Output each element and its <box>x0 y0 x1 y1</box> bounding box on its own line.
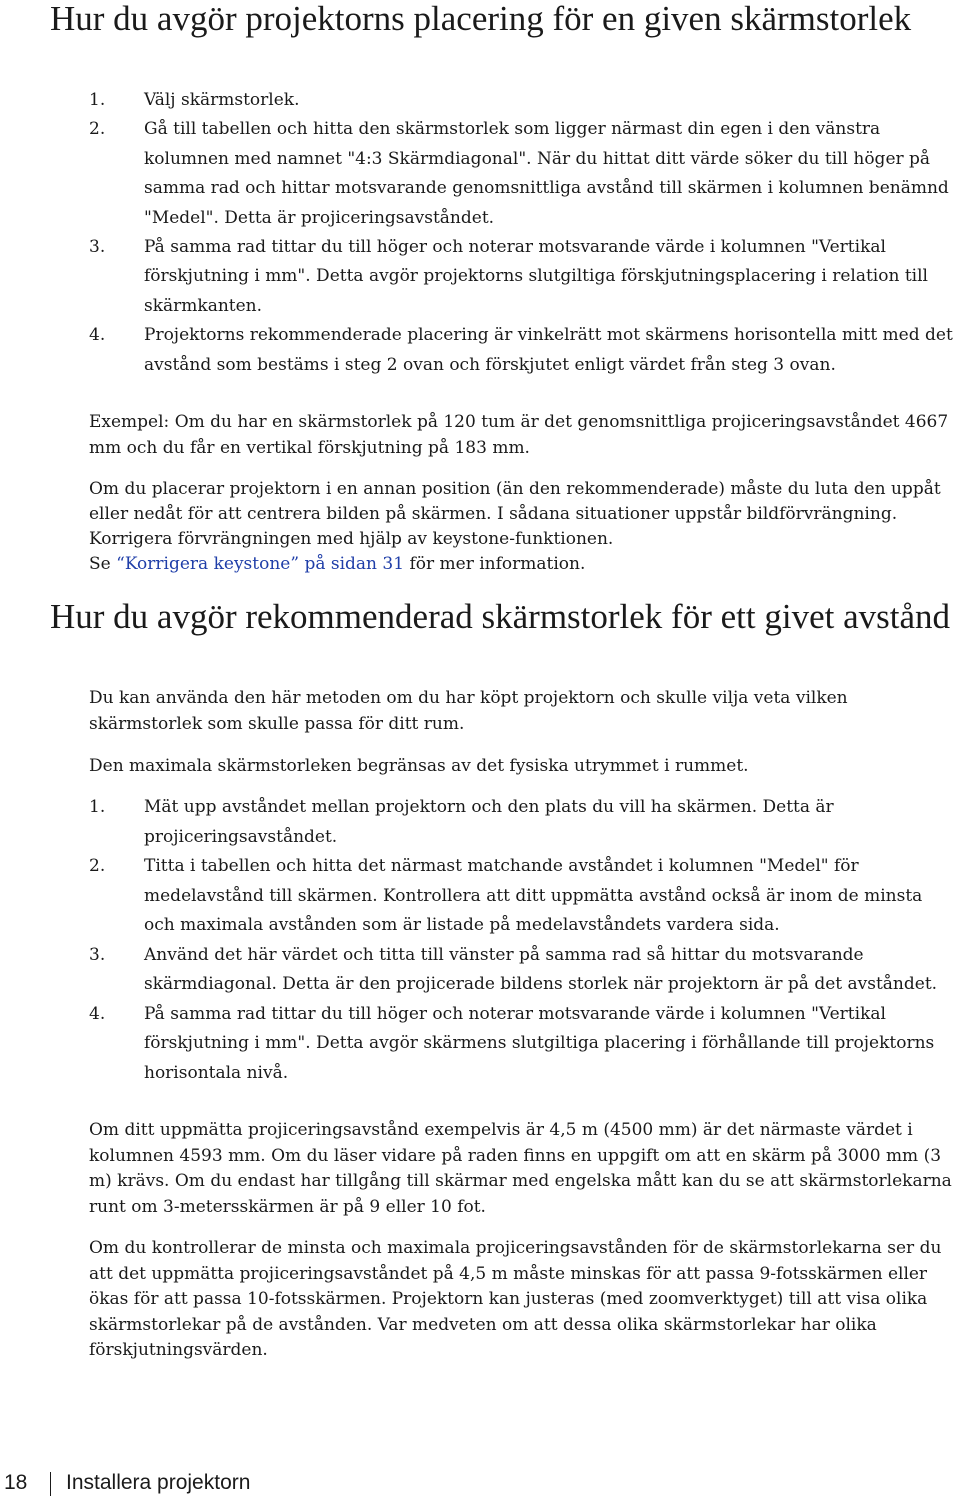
screen-size-steps-block <box>89 793 954 1088</box>
step-number: 2. <box>89 856 106 876</box>
check-paragraph <box>89 1236 954 1364</box>
list-item <box>89 115 954 233</box>
see-suffix: för mer information. <box>404 554 586 574</box>
step-text: Gå till tabellen och hitta den skärmstorlek som ligger närmast din egen i den vänstra kolumnen med namnet "4:3 Skärmdiagonal". När du hittat ditt värde söker du till höger på samma rad och hittar motsvarande genomsnittliga avstånd till skärmen i kolumnen benämnd "Medel". Detta är projiceringsavståndet. <box>144 119 949 228</box>
distance-example-text: Om ditt uppmätta projiceringsavstånd exempelvis är 4,5 m (4500 mm) är det närmaste värdet i kolumnen 4593 mm. Om du läser vidare på raden finns en uppgift om att en skärm på 3000 mm (3 m) krävs. Om du endast har tillgång till skärmar med engelska mått kan du se att skärmstorlekarna runt om 3-metersskärmen är på 9 eller 10 fot. <box>89 1120 952 1217</box>
step-text: På samma rad tittar du till höger och noterar motsvarande värde i kolumnen "Vertikal förskjutning i mm". Detta avgör skärmens slutgiltiga placering i förhållande till projektorns horisontala nivå. <box>144 1003 935 1083</box>
see-prefix: Se <box>89 554 117 574</box>
step-number: 4. <box>89 1003 106 1024</box>
footer-divider <box>50 1472 51 1496</box>
step-number: 2. <box>89 119 106 140</box>
step-text: Använd det här värdet och titta till vänster på samma rad så hittar du motsvarande skärmdiagonal. Detta är den projicerade bildens storlek när projektorn är på det avståndet. <box>144 944 938 994</box>
list-item <box>89 1000 954 1089</box>
example-paragraph <box>89 409 954 461</box>
page-number: 18 <box>4 1471 28 1494</box>
step-number: 3. <box>89 237 106 258</box>
keystone-reference-link[interactable]: “Korrigera keystone” på sidan 31 <box>116 554 405 574</box>
step-text: Titta i tabellen och hitta det närmast matchande avståndet i kolumnen "Medel" för medelavstånd till skärmen. Kontrollera att ditt uppmätta avstånd också är inom de minsta och maximala avstånden som är listade på medelavståndets vardera sida. <box>144 856 923 935</box>
distance-example-paragraph <box>89 1118 954 1220</box>
step-text: Välj skärmstorlek. <box>144 90 300 110</box>
check-text: Om du kontrollerar de minsta och maximala projiceringsavstånden för de skärmstorlekarna ser du att det uppmätta projiceringsavståndet på 4,5 m måste minskas för att passa 9-fotsskärmen eller ökas för att passa 10-fotsskärmen. Projektorn kan justeras (med zoomverktyget) till att visa olika skärmstorlekar på de avstånden. Var medveten om att dessa olika skärmstorlekar har olika förskjutningsvärden. <box>89 1238 942 1360</box>
step-number: 1. <box>89 797 106 817</box>
list-item <box>89 86 954 115</box>
list-item <box>89 941 954 1000</box>
step-number: 4. <box>89 325 106 346</box>
intro-paragraph <box>89 685 954 737</box>
limit-paragraph <box>89 753 954 779</box>
position-paragraph <box>89 477 954 577</box>
section-heading-screen-size: Hur du avgör rekommenderad skärmstorlek för ett givet avstånd <box>50 597 951 636</box>
list-item <box>89 793 954 852</box>
placement-steps-list <box>89 86 954 380</box>
section-heading-placement: Hur du avgör projektorns placering för en given skärmstorlek <box>50 0 912 38</box>
example-text: Exempel: Om du har en skärmstorlek på 120 tum är det genomsnittliga projiceringsavståndet 4667 mm och du får en vertikal förskjutning på 183 mm. <box>89 412 949 458</box>
list-item <box>89 321 954 380</box>
chapter-title: Installera projektorn <box>66 1471 251 1494</box>
list-item <box>89 233 954 321</box>
limit-text: Den maximala skärmstorleken begränsas av det fysiska utrymmet i rummet. <box>89 756 749 776</box>
position-text <box>89 477 954 577</box>
step-text: På samma rad tittar du till höger och noterar motsvarande värde i kolumnen "Vertikal förskjutning i mm". Detta avgör projektorns slutgiltiga förskjutningsplacering i relation till skärmkanten. <box>144 237 928 316</box>
position-body: Om du placerar projektorn i en annan position (än den rekommenderade) måste du luta den uppåt eller nedåt för att centrera bilden på skärmen. I sådana situationer uppstår bildförvrängning. Korrigera förvrängningen med hjälp av keystone-funktionen. <box>89 479 941 549</box>
placement-steps-block <box>89 86 954 380</box>
step-text: Mät upp avståndet mellan projektorn och den plats du vill ha skärmen. Detta är projiceringsavståndet. <box>144 797 834 847</box>
intro-text: Du kan använda den här metoden om du har köpt projektorn och skulle vilja veta vilken skärmstorlek som skulle passa för ditt rum. <box>89 688 848 734</box>
step-text: Projektorns rekommenderade placering är vinkelrätt mot skärmens horisontella mitt med det avstånd som bestäms i steg 2 ovan och förskjutet enligt värdet från steg 3 ovan. <box>144 325 953 375</box>
step-number: 3. <box>89 944 106 965</box>
screen-size-steps-list <box>89 793 954 1088</box>
list-item <box>89 852 954 941</box>
step-number: 1. <box>89 90 106 110</box>
